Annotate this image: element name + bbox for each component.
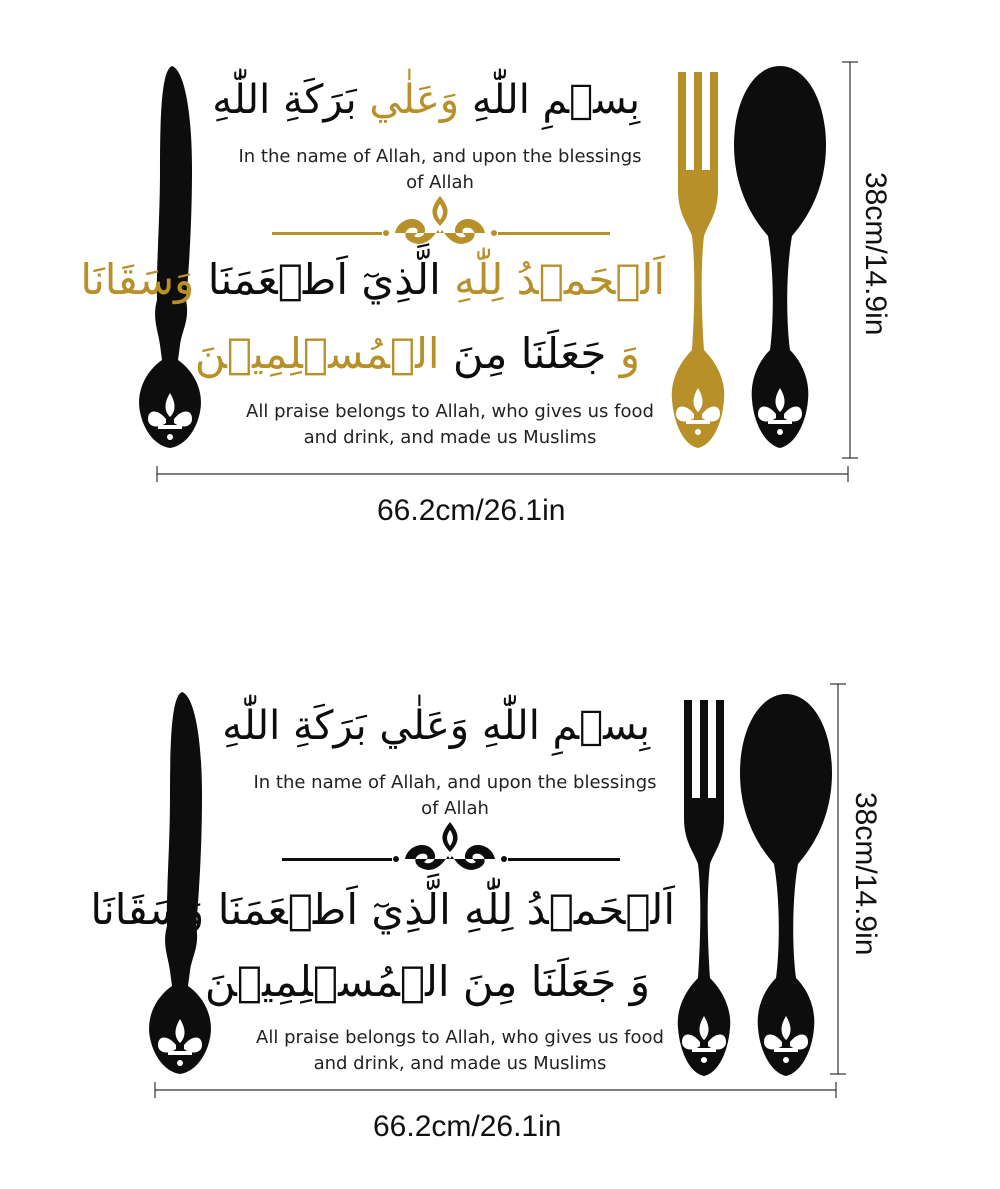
dua-translation-line-2: and drink, and made us Muslims — [303, 427, 597, 448]
bismillah-translation-line-1: In the name of Allah, and upon the blessings — [253, 772, 657, 793]
dua-translation — [228, 1025, 692, 1077]
dua-line-2-part-1: وَ — [629, 957, 650, 1006]
decal-preview-gold — [0, 0, 1000, 560]
dua-translation-line-1: All praise belongs to Allah, who gives us food — [256, 1027, 664, 1048]
dua-line-2-part-2: جَعَلَنَا مِنَ — [452, 329, 607, 378]
dua-line-2-part-2: جَعَلَنَا مِنَ — [462, 957, 617, 1006]
spoon-icon — [740, 694, 832, 1076]
dua-arabic-line-1 — [90, 880, 675, 940]
width-label: 66.2cm/26.1in — [377, 494, 566, 527]
dua-line-1-part-2: الَّذِيٓ اَطۡعَمَنَا — [217, 885, 451, 934]
spoon-icon — [734, 66, 826, 448]
bismillah-translation-line-2: of Allah — [421, 798, 489, 819]
height-label: 38cm/14.9in — [849, 792, 882, 956]
bismillah-translation-line-1: In the name of Allah, and upon the blessings — [238, 146, 642, 167]
height-label: 38cm/14.9in — [859, 172, 892, 336]
dua-line-2-part-3: الۡمُسۡلِمِيۡنَ — [194, 329, 440, 378]
dua-line-1-part-3: وَسَقَانَا — [90, 885, 205, 934]
bismillah-part-1: بِسۡمِ اللّٰهِ — [471, 77, 640, 123]
bismillah-translation — [230, 770, 680, 822]
bismillah-translation — [220, 144, 660, 196]
dua-line-1-part-3: وَسَقَانَا — [80, 255, 195, 304]
dua-line-2-part-1: وَ — [619, 329, 640, 378]
dua-arabic-line-1 — [80, 250, 665, 310]
dua-line-1-part-1: اَلۡحَمۡدُ لِلّٰهِ — [454, 255, 665, 304]
divider-ornament-icon — [282, 822, 620, 870]
divider-ornament-icon — [272, 196, 610, 244]
dua-line-1-part-2: الَّذِيٓ اَطۡعَمَنَا — [207, 255, 441, 304]
dua-line-2-part-3: الۡمُسۡلِمِيۡنَ — [204, 957, 450, 1006]
bismillah-part-3: بَرَكَةِ اللّٰهِ — [222, 703, 367, 749]
dua-arabic-line-2 — [194, 324, 640, 384]
decal-preview-black — [0, 622, 1000, 1182]
fork-icon — [672, 72, 725, 448]
dua-line-1-part-1: اَلۡحَمۡدُ لِلّٰهِ — [464, 885, 675, 934]
bismillah-part-2: وَعَلٰي — [379, 703, 470, 749]
dua-arabic-line-2 — [204, 952, 650, 1012]
bismillah-part-1: بِسۡمِ اللّٰهِ — [481, 703, 650, 749]
bismillah-arabic — [212, 72, 640, 128]
bismillah-translation-line-2: of Allah — [406, 172, 474, 193]
bismillah-part-3: بَرَكَةِ اللّٰهِ — [212, 77, 357, 123]
dua-translation-line-2: and drink, and made us Muslims — [313, 1053, 607, 1074]
width-label: 66.2cm/26.1in — [373, 1110, 562, 1143]
fork-icon — [678, 700, 731, 1076]
bismillah-arabic — [222, 698, 650, 754]
dua-translation-line-1: All praise belongs to Allah, who gives us food — [246, 401, 654, 422]
bismillah-part-2: وَعَلٰي — [369, 77, 460, 123]
dua-translation — [220, 399, 680, 451]
